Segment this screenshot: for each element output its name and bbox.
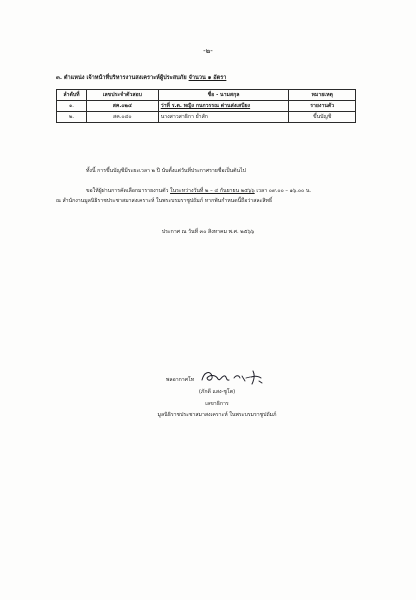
header-name: ชื่อ - นามสกุล (158, 90, 289, 101)
heading-count: จำนวน ๑ อัตรา (188, 75, 227, 81)
signer-rank: พลอากาศโท (166, 377, 195, 383)
report-text-start: ขอให้ผู้ผ่านการคัดเลือกมารายงานตัว (86, 188, 169, 194)
report-paragraph-line1 (86, 187, 311, 195)
page-number: -๒- (203, 47, 213, 55)
table-row (57, 101, 356, 112)
signer-name: (ภักดี แสง-ชูโต) (198, 389, 236, 395)
cell-remark: รายงานตัว (289, 101, 356, 112)
report-paragraph-line2: ณ สำนักงานมูลนิธิราชประชาสมาสงเคราะห์ ในพระบรมราชูปถัมภ์ หากพ้นกำหนดนี้ถือว่าสละสิทธิ์ (56, 198, 273, 204)
table-header-row (57, 90, 356, 101)
cell-order: ๑. (57, 101, 87, 112)
heading-position: ๓. ตำแหน่ง เจ้าหน้าที่บริหารงานสงเคราะห์ผู้ประสบภัย (56, 75, 187, 81)
header-order: ลำดับที่ (57, 90, 87, 101)
validity-paragraph: ทั้งนี้ การขึ้นบัญชีมีระยะเวลา ๒ ปี นับตั้งแต่วันที่ประกาศรายชื่อเป็นต้นไป (86, 168, 246, 174)
cell-name: นางสาวสาธิกา ย่ำสัก (158, 112, 289, 123)
cell-exam-id: สค.๐๔๐ (86, 112, 158, 123)
header-remark: หมายเหตุ (289, 90, 356, 101)
signer-title: เลขาธิการ (205, 401, 229, 407)
section-heading (56, 74, 226, 82)
cell-name: ว่าที่ ร.ต. หญิง กนกวรรณ ด่านส่งเสบียง (158, 101, 289, 112)
handwritten-signature (198, 366, 268, 388)
announcement-date: ประกาศ ณ วันที่ ๓๐ สิงหาคม พ.ศ. ๒๕๖๖ (161, 229, 255, 235)
report-time: เวลา ๐๙.๐๐ – ๑๖.๐๐ น. (256, 188, 312, 194)
report-date-range: ในระหว่างวันที่ ๒ – ๔ กันยายน ๒๕๖๖ (170, 188, 255, 194)
candidate-table (56, 89, 356, 123)
table-row (57, 112, 356, 123)
cell-order: ๒. (57, 112, 87, 123)
header-exam-id: เลขประจำตัวสอบ (86, 90, 158, 101)
cell-exam-id: สค.๐๒๔ (86, 101, 158, 112)
cell-remark: ขึ้นบัญชี (289, 112, 356, 123)
signer-organization: มูลนิธิราชประชาสมาสงเคราะห์ ในพระบรมราชูปถัมภ์ (157, 412, 277, 418)
